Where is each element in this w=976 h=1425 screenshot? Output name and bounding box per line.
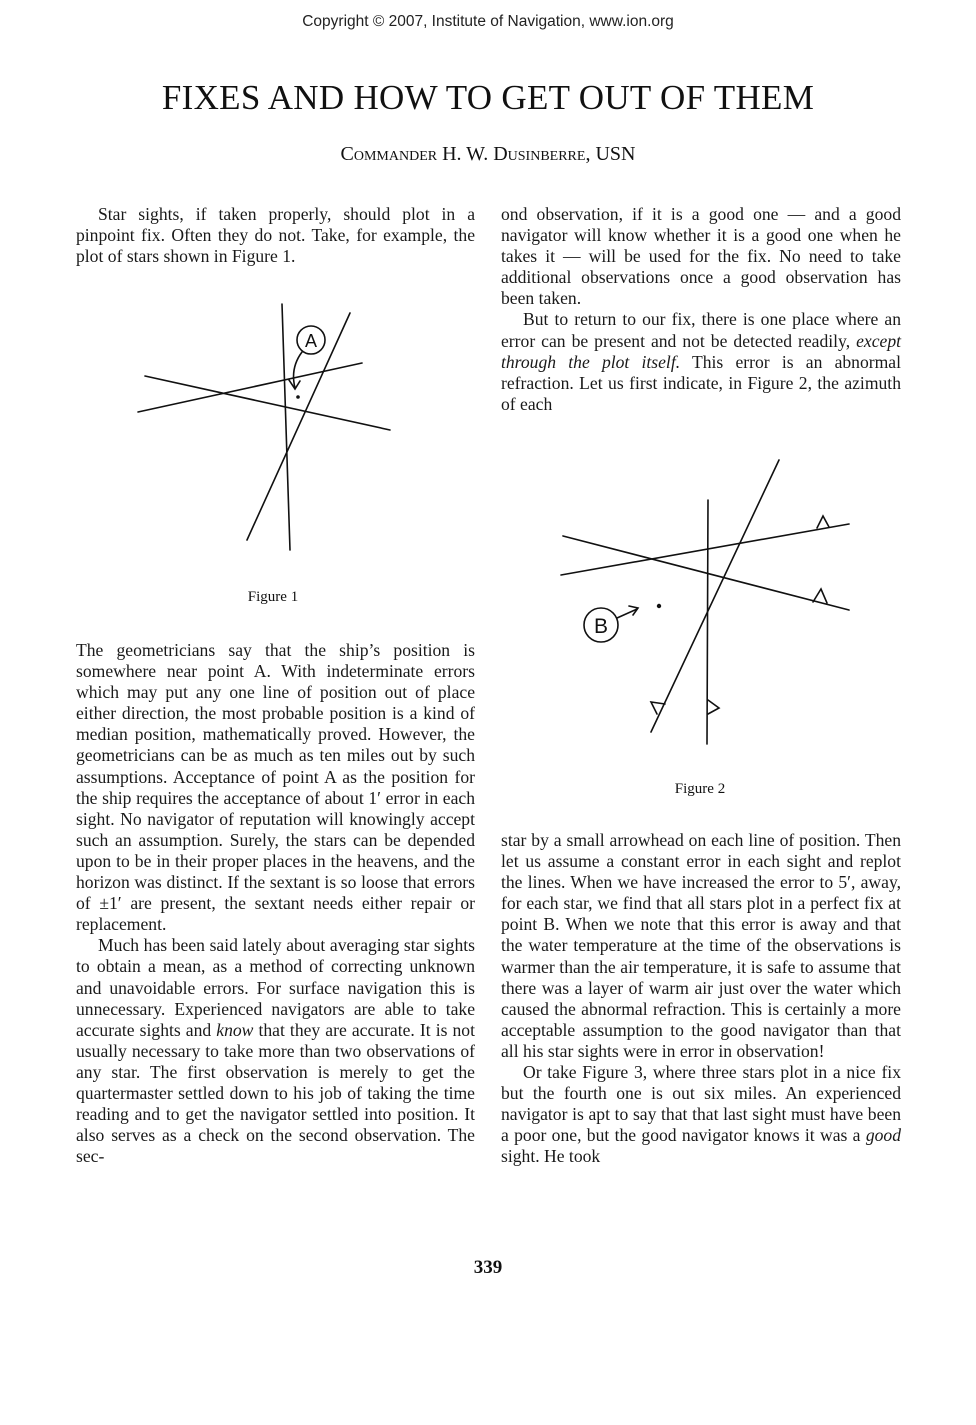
- figure-2-plot: [555, 452, 855, 748]
- figure-1-caption: Figure 1: [247, 589, 299, 605]
- fig2-azimuth-arrowhead: [817, 516, 829, 528]
- article-author: Commander H. W. Dusinberre, USN: [340, 143, 636, 165]
- paragraph: Much has been said lately about averaging star sights to obtain a mean, as a method of correcting unknown and unavoidable errors. For surface navigation this is unnecessary. Experienced navigators are able to take accurate sights and know that they are accurate. It is not usually necessary to take more than two observations of any star. The first observation is merely to get the quartermaster settled down to his job of taking the time reading and to get the navigator settled into position. It also serves as a check on the second observation. The sec-: [76, 935, 475, 1167]
- figure-1-plot: [130, 296, 400, 558]
- paragraph: ond observation, if it is a good one — and a good navigator will know whether it is a good one when he takes it — will be used for the fix. No need to take additional observations once a good observation has been taken.: [501, 204, 901, 309]
- right-column-top: [501, 204, 901, 415]
- left-column-top: [76, 204, 475, 267]
- fig1-pointer-arrow: [294, 352, 302, 388]
- fig2-line-of-position: [651, 460, 779, 732]
- fig2-line-of-position: [561, 524, 849, 575]
- fig1-point-label: A: [304, 331, 318, 351]
- fig2-fix-dot: [657, 604, 661, 608]
- fig1-line-of-position: [282, 304, 290, 550]
- fig2-point-label: B: [593, 615, 609, 638]
- article-title: FIXES AND HOW TO GET OUT OF THEM: [161, 78, 815, 117]
- paragraph: But to return to our fix, there is one place where an error can be present and not be detected readily, except through the plot itself. This error is an abnormal refraction. Let us first indicate, in Figure 2, the azimuth of each: [501, 309, 902, 414]
- paragraph: The geometricians say that the ship’s position is somewhere near point A. With indeterminate errors which may put any one line of position out of place either direction, the most probable position is a kind of median position, mathematically proved. However, the geometricians can be as much as ten miles out by such assumptions. Acceptance of point A as the position for the ship requires the acceptance of about 1′ error in each sight. No navigator of reputation will knowingly accept such an assumption. Surely, the stars can be depended upon to be in their proper places in the heavens, and the horizon was distinct. If the sextant is so loose that errors of ±1′ are present, the sextant needs either repair or replacement.: [76, 640, 475, 935]
- fig1-fix-dot: [296, 395, 300, 399]
- fig1-line-of-position: [138, 363, 362, 412]
- paragraph: Or take Figure 3, where three stars plot in a nice fix but the fourth one is out six miles. An experienced navigator is apt to say that that last sight must have been a poor one, but the good navigator knows it was a good sight. He took: [501, 1062, 901, 1167]
- page-number: 339: [473, 1257, 503, 1278]
- fig2-line-of-position: [707, 500, 708, 744]
- fig2-line-of-position: [563, 536, 849, 610]
- paragraph: star by a small arrowhead on each line of position. Then let us assume a constant error in each sight and replot the lines. When we have increased the error to 5′, away, for each star, we find that all stars plot in a perfect fix at point B. When we note that this error is away and that the water temperature at the time of the observations is warmer than the air temperature, it is safe to assume that there was a layer of warm air just over the water which caused the abnormal refraction. This is certainly a more acceptable assumption to the good navigator than that all his star sights were in error in observation!: [501, 830, 901, 1061]
- figure-2-caption: Figure 2: [674, 781, 726, 797]
- right-column-bottom: [501, 830, 901, 1168]
- fig2-azimuth-arrowhead: [708, 700, 719, 714]
- paragraph: Star sights, if taken properly, should plot in a pinpoint fix. Often they do not. Take, for example, the plot of stars shown in Figure 1.: [76, 204, 475, 267]
- left-column-bottom: [76, 640, 475, 1167]
- copyright-notice: Copyright © 2007, Institute of Navigation, www.ion.org: [302, 13, 674, 30]
